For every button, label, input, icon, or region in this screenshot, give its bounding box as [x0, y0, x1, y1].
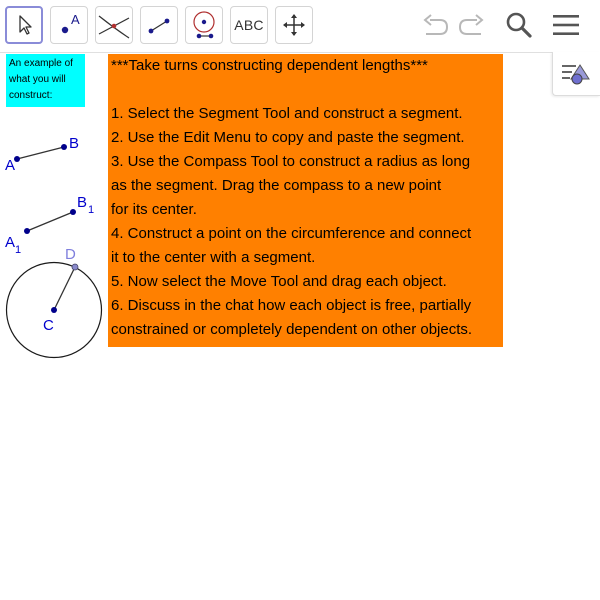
example-label-line: what you will — [9, 74, 66, 85]
point-tool-button[interactable] — [50, 6, 88, 44]
algebra-view-toggle[interactable] — [552, 52, 600, 96]
point-c-label: C — [43, 317, 54, 334]
instruction-line — [111, 78, 503, 102]
move-graphics-view-button[interactable] — [275, 6, 313, 44]
instruction-line: constrained or completely dependent on other objects. — [111, 321, 473, 338]
point-a1-subscript: 1 — [15, 244, 22, 256]
instruction-line: 6. Discuss in the chat how each object is free, partially — [111, 297, 472, 314]
instruction-line: 5. Now select the Move Tool and drag each object. — [111, 273, 447, 290]
point-a1-label: A — [5, 234, 16, 251]
point-d[interactable] — [72, 264, 78, 270]
main-menu-button[interactable] — [549, 8, 583, 42]
move-view-icon — [281, 12, 307, 38]
instruction-line: it to the center with a segment. — [111, 249, 316, 266]
point-b[interactable] — [61, 144, 67, 150]
point-b1-label: B — [77, 194, 88, 211]
instructions-textbox[interactable] — [108, 54, 503, 347]
instruction-line: ***Take turns constructing dependent lengths*** — [111, 57, 428, 74]
search-button[interactable] — [502, 8, 536, 42]
segment-a1b1[interactable] — [27, 212, 73, 231]
point-b1[interactable] — [70, 209, 76, 215]
text-tool-label: ABC — [234, 17, 264, 33]
point-b-label: B — [69, 135, 80, 152]
point-icon — [54, 10, 84, 40]
search-icon — [504, 10, 534, 40]
segment-icon — [144, 10, 174, 40]
point-tool-label: A — [71, 12, 80, 27]
segment-cd[interactable] — [54, 267, 75, 310]
point-a-label: A — [5, 157, 16, 174]
redo-button[interactable] — [455, 8, 489, 42]
intersect-icon — [97, 10, 131, 40]
instruction-line: 1. Select the Segment Tool and construct a segment. — [111, 105, 463, 122]
intersect-tool-button[interactable] — [95, 6, 133, 44]
segment-tool-button[interactable] — [140, 6, 178, 44]
instruction-line: 2. Use the Edit Menu to copy and paste the segment. — [111, 129, 465, 146]
instruction-line: 4. Construct a point on the circumference and connect — [111, 225, 472, 242]
point-a1[interactable] — [24, 228, 30, 234]
instruction-line: as the segment. Drag the compass to a new point — [111, 177, 442, 194]
compass-tool-button[interactable] — [185, 6, 223, 44]
menu-icon — [551, 12, 581, 38]
segment-ab[interactable] — [17, 147, 64, 159]
toolbar — [0, 0, 600, 53]
point-d-label: D — [65, 246, 76, 263]
example-label-line: An example of — [9, 58, 73, 69]
undo-button[interactable] — [418, 8, 452, 42]
redo-icon — [457, 12, 487, 38]
instruction-line: 3. Use the Compass Tool to construct a radius as long — [111, 153, 471, 170]
algebra-view-icon — [560, 61, 594, 87]
instruction-line: for its center. — [111, 201, 197, 218]
compass-icon — [187, 8, 221, 42]
move-tool-button[interactable] — [5, 6, 43, 44]
arrow-cursor-icon — [12, 13, 36, 37]
undo-icon — [420, 12, 450, 38]
text-tool-button[interactable] — [230, 6, 268, 44]
example-label-line: construct: — [9, 90, 53, 101]
point-c[interactable] — [51, 307, 57, 313]
graphics-view[interactable] — [0, 52, 110, 372]
point-b1-subscript: 1 — [88, 204, 95, 216]
